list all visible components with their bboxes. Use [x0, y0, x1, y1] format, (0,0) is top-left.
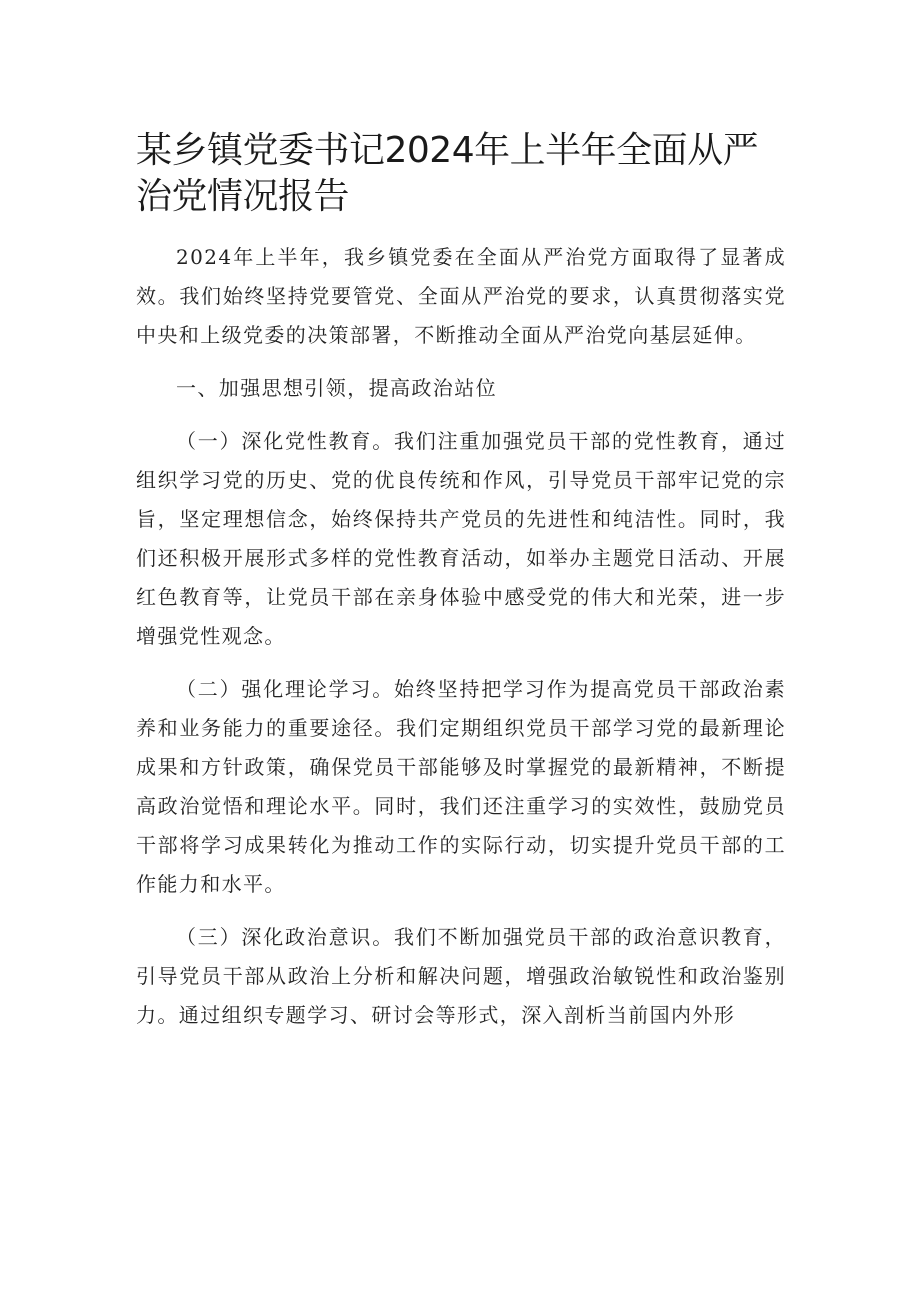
paragraph-party-education: （一）深化党性教育。我们注重加强党员干部的党性教育，通过组织学习党的历史、党的优良传统和作风，引导党员干部牢记党的宗旨，坚定理想信念，始终保持共产党员的先进性和纯洁性。同时，我们还积极开展形式多样的党性教育活动，如举办主题党日活动、开展红色教育等，让党员干部在亲身体验中感受党的伟大和光荣，进一步增强党性观念。: [136, 429, 786, 648]
paragraph-political-awareness: （三）深化政治意识。我们不断加强党员干部的政治意识教育，引导党员干部从政治上分析和解决问题，增强政治敏锐性和政治鉴别力。通过组织专题学习、研讨会等形式，深入剖析当前国内外形: [136, 925, 786, 1027]
paragraph-theory-study: （二）强化理论学习。始终坚持把学习作为提高党员干部政治素养和业务能力的重要途径。我们定期组织党员干部学习党的最新理论成果和方针政策，确保党员干部能够及时掌握党的最新精神，不断提高政治觉悟和理论水平。同时，我们还注重学习的实效性，鼓励党员干部将学习成果转化为推动工作的实际行动，切实提升党员干部的工作能力和水平。: [136, 677, 786, 896]
intro-paragraph: 2024年上半年，我乡镇党委在全面从严治党方面取得了显著成效。我们始终坚持党要管党、全面从严治党的要求，认真贯彻落实党中央和上级党委的决策部署，不断推动全面从严治党向基层延伸。: [136, 245, 786, 347]
section-heading-1: 一、加强思想引领，提高政治站位: [176, 376, 497, 400]
document-page: [136, 128, 786, 1049]
document-title: 某乡镇党委书记2024年上半年全面从严治党情况报告: [136, 130, 759, 217]
